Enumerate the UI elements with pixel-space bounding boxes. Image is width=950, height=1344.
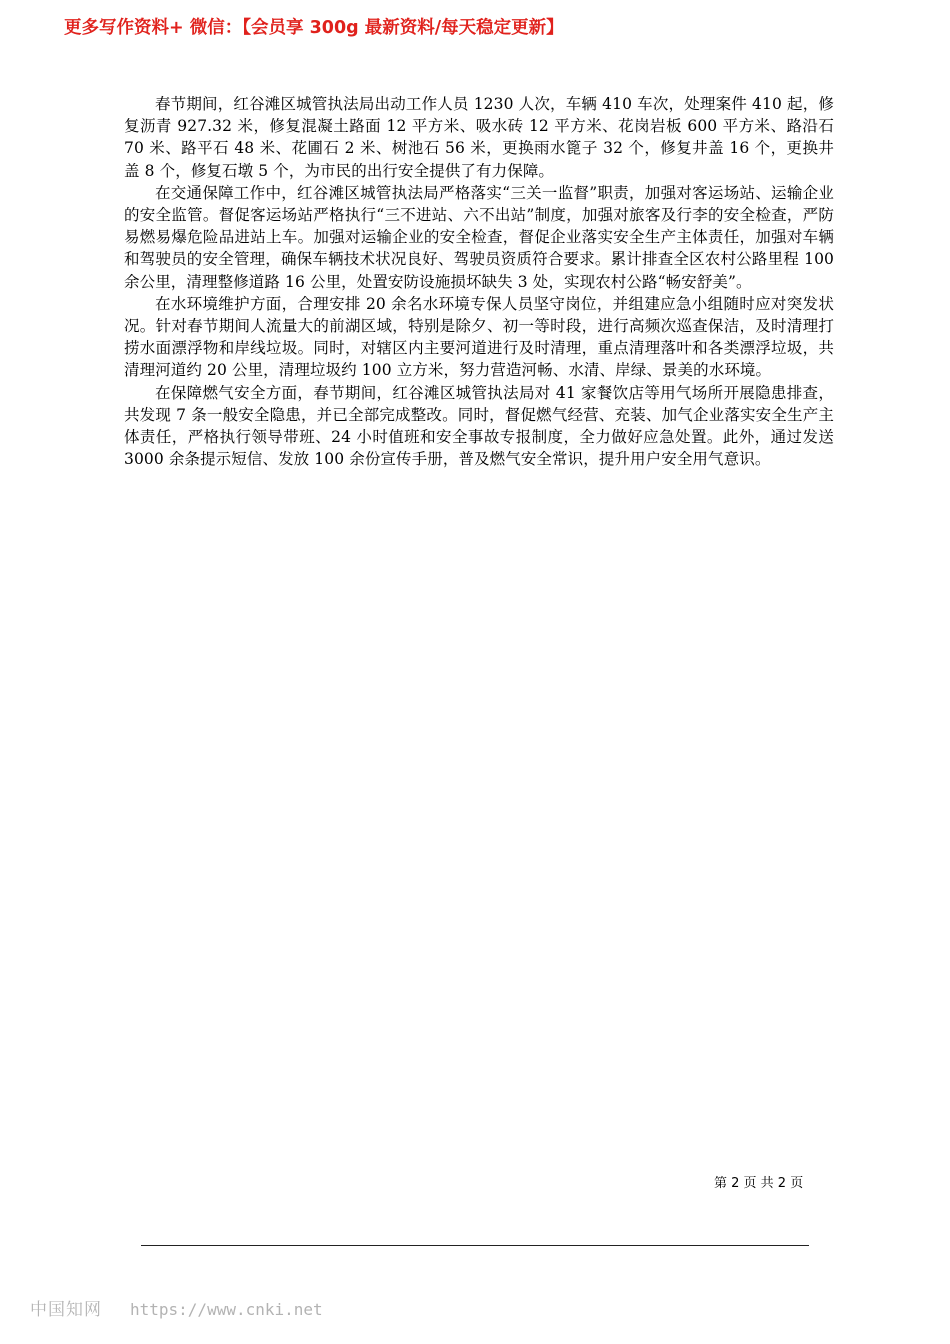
paragraph-traffic: 在交通保障工作中，红谷滩区城管执法局严格落实“三关一监督”职责，加强对客运场站、运输企业的安全监管。督促客运场站严格执行“三不进站、六不出站”制度，加强对旅客及行李的安全检查，严防易燃易爆危险品进站上车。加强对运输企业的安全检查，督促企业落实安全生产主体责任，加强对车辆和驾驶员的安全管理，确保车辆技术状况良好、驾驶员资质符合要求。累计排查全区农村公路里程 100 余公里，清理整修道路 16 公里，处置安防设施损坏缺失 3 处，实现农村公路“畅安舒美”。 [124, 183, 834, 291]
paragraph-repairs: 春节期间，红谷滩区城管执法局出动工作人员 1230 人次，车辆 410 车次，处理案件 410 起，修复沥青 927.32 米，修复混凝土路面 12 平方米、吸水砖 12 平方米、花岗岩板 600 平方米、路沿石 70 米、路平石 48 米、花圃石 2 米、树池石 56 米，更换雨水篦子 32 个，修复井盖 16 个，更换井盖 8 个，修复石墩 5 个，为市民的出行安全提供了有力保障。 [124, 95, 834, 180]
document-body [124, 93, 834, 470]
promo-banner: 更多写作资料+ 微信：【会员享 300g 最新资料/每天稳定更新】 [64, 18, 564, 38]
page-indicator: 第 2 页 共 2 页 [714, 1176, 804, 1191]
cnki-watermark [30, 1295, 323, 1320]
watermark-url: https://www.cnki.net [130, 1300, 323, 1319]
watermark-name: 中国知网 [30, 1300, 102, 1320]
paragraph-gas: 在保障燃气安全方面，春节期间，红谷滩区城管执法局对 41 家餐饮店等用气场所开展隐患排查，共发现 7 条一般安全隐患，并已全部完成整改。同时，督促燃气经营、充装、加气企业落实安全生产主体责任，严格执行领导带班、24 小时值班和安全事故专报制度，全力做好应急处置。此外，通过发送 3000 余条提示短信、发放 100 余份宣传手册，普及燃气安全常识，提升用户安全用气意识。 [124, 383, 834, 469]
paragraph-water: 在水环境维护方面，合理安排 20 余名水环境专保人员坚守岗位，并组建应急小组随时应对突发状况。针对春节期间人流量大的前湖区域，特别是除夕、初一等时段，进行高频次巡查保洁，及时清理打捞水面漂浮物和岸线垃圾。同时，对辖区内主要河道进行及时清理，重点清理落叶和各类漂浮垃圾，共清理河道约 20 公里，清理垃圾约 100 立方米，努力营造河畅、水清、岸绿、景美的水环境。 [124, 294, 834, 380]
footer-divider [141, 1245, 809, 1246]
